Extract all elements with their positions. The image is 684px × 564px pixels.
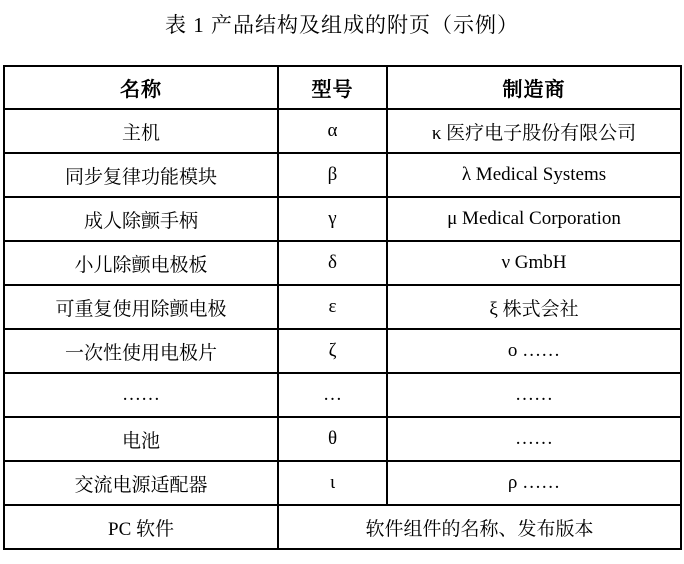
manufacturer-cell: …… (387, 373, 681, 417)
name-cell: 小儿除颤电极板 (4, 241, 278, 285)
table-row (4, 285, 681, 329)
name-cell: PC 软件 (4, 505, 278, 549)
table-row (4, 109, 681, 153)
name-cell: 一次性使用电极片 (4, 329, 278, 373)
table-title: 表 1 产品结构及组成的附页（示例） (165, 13, 519, 37)
name-cell: 可重复使用除颤电极 (4, 285, 278, 329)
model-cell: … (278, 373, 387, 417)
table-row (4, 461, 681, 505)
name-cell: 成人除颤手柄 (4, 197, 278, 241)
table-row (4, 373, 681, 417)
manufacturer-cell: ν GmbH (387, 241, 681, 285)
manufacturer-cell: κ 医疗电子股份有限公司 (387, 109, 681, 153)
table-row (4, 197, 681, 241)
manufacturer-cell: ρ …… (387, 461, 681, 505)
name-cell: 电池 (4, 417, 278, 461)
manufacturer-cell: ξ 株式会社 (387, 285, 681, 329)
model-cell: δ (278, 241, 387, 285)
software-description-cell: 软件组件的名称、发布版本 (278, 505, 681, 549)
manufacturer-cell: …… (387, 417, 681, 461)
manufacturer-cell: λ Medical Systems (387, 153, 681, 197)
table-row (4, 241, 681, 285)
model-cell: ι (278, 461, 387, 505)
table-header-row (4, 66, 681, 109)
header-manufacturer: 制造商 (387, 66, 681, 109)
model-cell: θ (278, 417, 387, 461)
table-row-software (4, 505, 681, 549)
model-cell: γ (278, 197, 387, 241)
name-cell: 交流电源适配器 (4, 461, 278, 505)
table-row (4, 417, 681, 461)
manufacturer-cell: ο …… (387, 329, 681, 373)
model-cell: ε (278, 285, 387, 329)
manufacturer-cell: μ Medical Corporation (387, 197, 681, 241)
model-cell: ζ (278, 329, 387, 373)
model-cell: α (278, 109, 387, 153)
name-cell: 主机 (4, 109, 278, 153)
header-model: 型号 (278, 66, 387, 109)
name-cell: 同步复律功能模块 (4, 153, 278, 197)
table-row (4, 153, 681, 197)
model-cell: β (278, 153, 387, 197)
product-table (3, 65, 682, 550)
page (0, 9, 684, 550)
table-row (4, 329, 681, 373)
name-cell: …… (4, 373, 278, 417)
header-name: 名称 (4, 66, 278, 109)
